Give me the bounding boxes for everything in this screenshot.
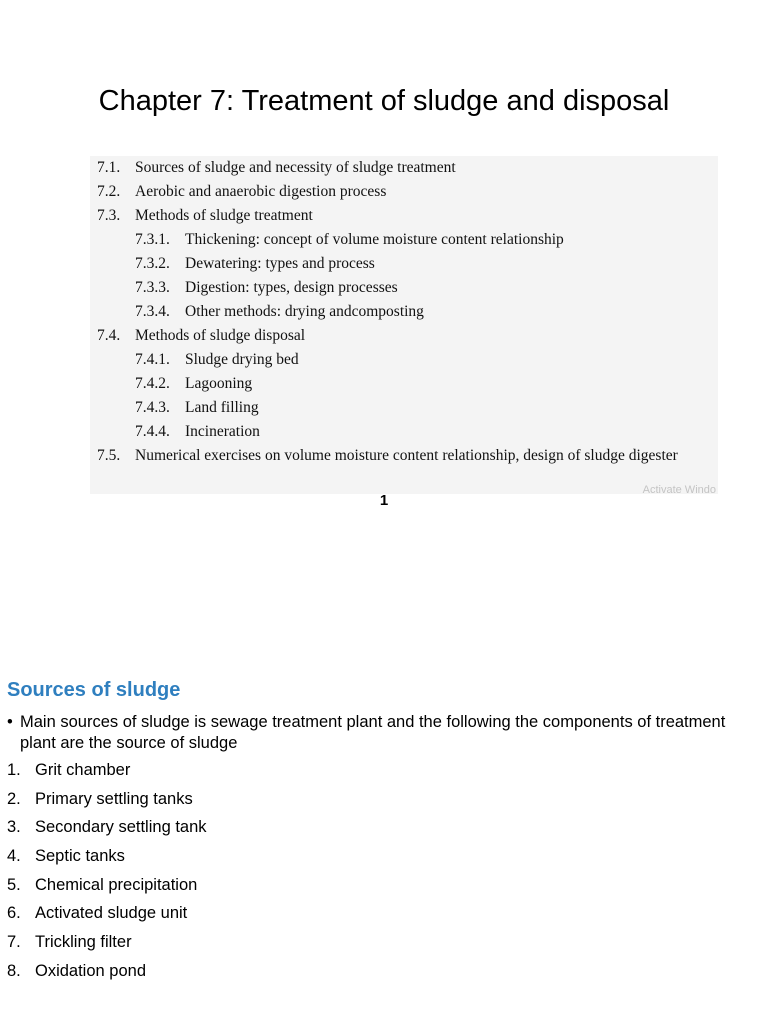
toc-entry [135,230,564,250]
list-item-text: Secondary settling tank [35,818,207,837]
bullet-point [7,712,765,754]
sludge-sources-list [7,760,207,990]
list-item [7,903,207,932]
toc-text: Digestion: types, design processes [185,279,398,296]
toc-text: Sludge drying bed [185,351,299,368]
toc-text: Numerical exercises on volume moisture content relationship, design of sludge digester [135,447,678,464]
toc-entry [135,278,398,298]
list-item [7,932,207,961]
toc-text: Incineration [185,423,260,440]
list-item-number: 2. [7,789,21,808]
bullet-text: Main sources of sludge is sewage treatment plant and the following the components of treatment plant are the source of sludge [20,713,726,752]
toc-number: 7.4. [97,327,121,344]
toc-text: Lagooning [185,375,253,392]
list-item-text: Grit chamber [35,761,131,779]
toc-number: 7.3.4. [135,303,170,320]
toc-text: Methods of sludge treatment [135,207,313,224]
bullet-dot-icon: • [7,713,13,731]
slide-title: Chapter 7: Treatment of sludge and disposal [98,85,670,117]
list-item [7,961,207,990]
list-item-number: 1. [7,761,21,779]
section-heading: Sources of sludge [7,679,181,701]
toc-number: 7.4.4. [135,423,170,440]
toc-text: Thickening: concept of volume moisture content relationship [185,231,564,248]
list-item-text: Primary settling tanks [35,789,193,808]
toc-number: 7.3.3. [135,279,170,296]
toc-text: Dewatering: types and process [185,255,375,272]
toc-number: 7.1. [97,159,121,176]
list-item-text: Septic tanks [35,847,125,866]
toc-number: 7.2. [97,183,121,200]
toc-entry [135,350,299,370]
list-item-number: 3. [7,818,21,837]
toc-entry [135,422,260,442]
toc-entry [97,326,305,346]
table-of-contents-image [90,156,718,494]
list-item-text: Activated sludge unit [35,904,188,923]
list-item-text: Trickling filter [35,933,132,952]
toc-number: 7.3.1. [135,231,170,248]
list-item-number: 4. [7,847,21,866]
list-item-number: 7. [7,933,21,952]
toc-text: Land filling [185,399,259,416]
toc-entry [135,374,252,394]
toc-number: 7.4.1. [135,351,170,368]
list-item-text: Chemical precipitation [35,875,198,894]
list-item-text: Oxidation pond [35,961,146,980]
list-item [7,789,207,818]
toc-entry [97,158,456,178]
toc-text: Sources of sludge and necessity of sludge treatment [135,159,456,176]
toc-number: 7.5. [97,447,121,464]
list-item [7,817,207,846]
list-item-number: 8. [7,961,21,980]
list-item [7,875,207,904]
toc-entry [135,254,375,274]
page-number: 1 [379,492,389,509]
toc-entry [135,398,259,418]
list-item-number: 5. [7,875,21,894]
toc-entry-7-5 [97,444,713,468]
toc-number: 7.3. [97,207,121,224]
toc-text: Methods of sludge disposal [135,327,306,344]
toc-number: 7.4.3. [135,399,170,416]
toc-entry [97,182,386,202]
list-item-number: 6. [7,904,21,923]
list-item [7,760,207,789]
toc-number: 7.3.2. [135,255,170,272]
toc-text: Aerobic and anaerobic digestion process [135,183,387,200]
activate-windows-watermark: Activate Windo [642,484,716,494]
list-item [7,846,207,875]
toc-text: Other methods: drying andcomposting [185,303,424,320]
toc-entry [97,206,313,226]
toc-number: 7.4.2. [135,375,170,392]
toc-entry [135,302,424,322]
